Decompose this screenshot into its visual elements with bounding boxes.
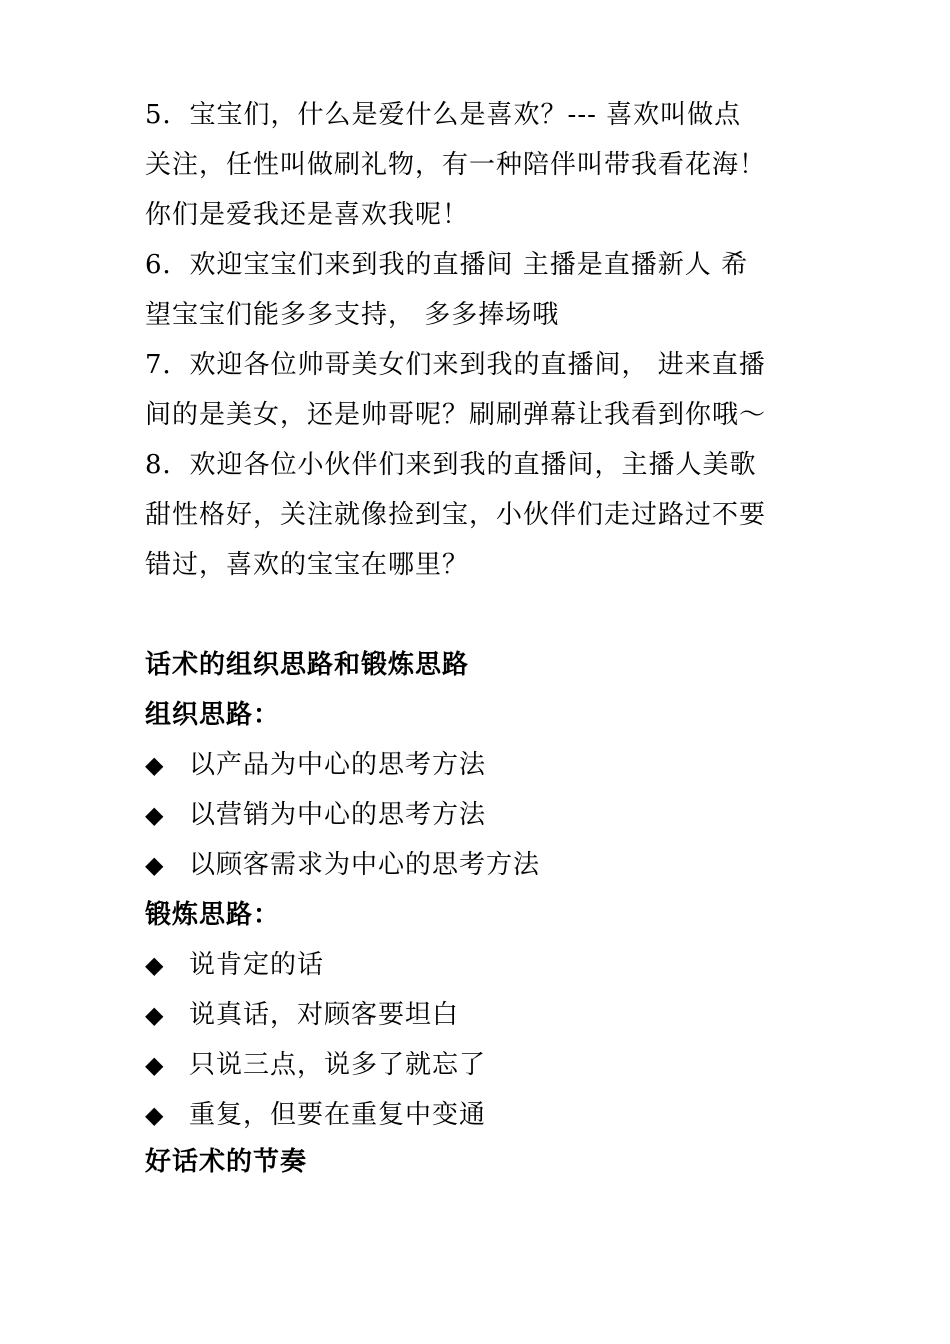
- list-item-8-line-3: 错过，喜欢的宝宝在哪里？: [145, 550, 470, 580]
- section-title: 话术的组织思路和锻炼思路: [145, 650, 470, 680]
- practice-item-text: 说真话，对顾客要坦白: [189, 1000, 460, 1030]
- list-item-5-line-2: 关注，任性叫做刷礼物，有一种陪伴叫带我看花海！: [145, 150, 767, 180]
- practice-heading: 锻炼思路：: [145, 900, 281, 930]
- diamond-bullet-icon: ◆: [145, 1101, 165, 1129]
- list-item-8-line-2: 甜性格好，关注就像捡到宝，小伙伴们走过路过不要: [145, 500, 767, 530]
- diamond-bullet-icon: ◆: [145, 1051, 165, 1079]
- organize-item-text: 以顾客需求为中心的思考方法: [189, 850, 541, 880]
- practice-item: [145, 1090, 815, 1140]
- practice-item: [145, 940, 815, 990]
- list-item-6-line-1: 6．欢迎宝宝们来到我的直播间 主播是直播新人 希: [145, 250, 749, 280]
- diamond-bullet-icon: ◆: [145, 751, 165, 779]
- diamond-bullet-icon: ◆: [145, 951, 165, 979]
- diamond-bullet-icon: ◆: [145, 801, 165, 829]
- list-item-7-line-2: 间的是美女，还是帅哥呢？刷刷弹幕让我看到你哦～: [145, 400, 767, 430]
- rhythm-heading: 好话术的节奏: [145, 1147, 308, 1177]
- practice-item-text: 只说三点，说多了就忘了: [189, 1050, 487, 1080]
- practice-item-text: 重复，但要在重复中变通: [189, 1100, 487, 1130]
- organize-heading: 组织思路：: [145, 700, 281, 730]
- organize-item: [145, 740, 815, 790]
- list-item-6-line-2: 望宝宝们能多多支持， 多多捧场哦: [145, 300, 560, 330]
- organize-item: [145, 790, 815, 840]
- list-item-7-line-1: 7．欢迎各位帅哥美女们来到我的直播间， 进来直播: [145, 350, 766, 380]
- list-item-8-line-1: 8．欢迎各位小伙伴们来到我的直播间，主播人美歌: [145, 450, 757, 480]
- list-item-5-line-3: 你们是爱我还是喜欢我呢！: [145, 200, 470, 230]
- diamond-bullet-icon: ◆: [145, 851, 165, 879]
- list-item-5-line-1: 5．宝宝们，什么是爱什么是喜欢？--- 喜欢叫做点: [145, 100, 742, 130]
- organize-item: [145, 840, 815, 890]
- practice-item: [145, 990, 815, 1040]
- practice-item-text: 说肯定的话: [189, 950, 325, 980]
- diamond-bullet-icon: ◆: [145, 1001, 165, 1029]
- organize-item-text: 以营销为中心的思考方法: [189, 800, 487, 830]
- organize-item-text: 以产品为中心的思考方法: [189, 750, 487, 780]
- practice-item: [145, 1040, 815, 1090]
